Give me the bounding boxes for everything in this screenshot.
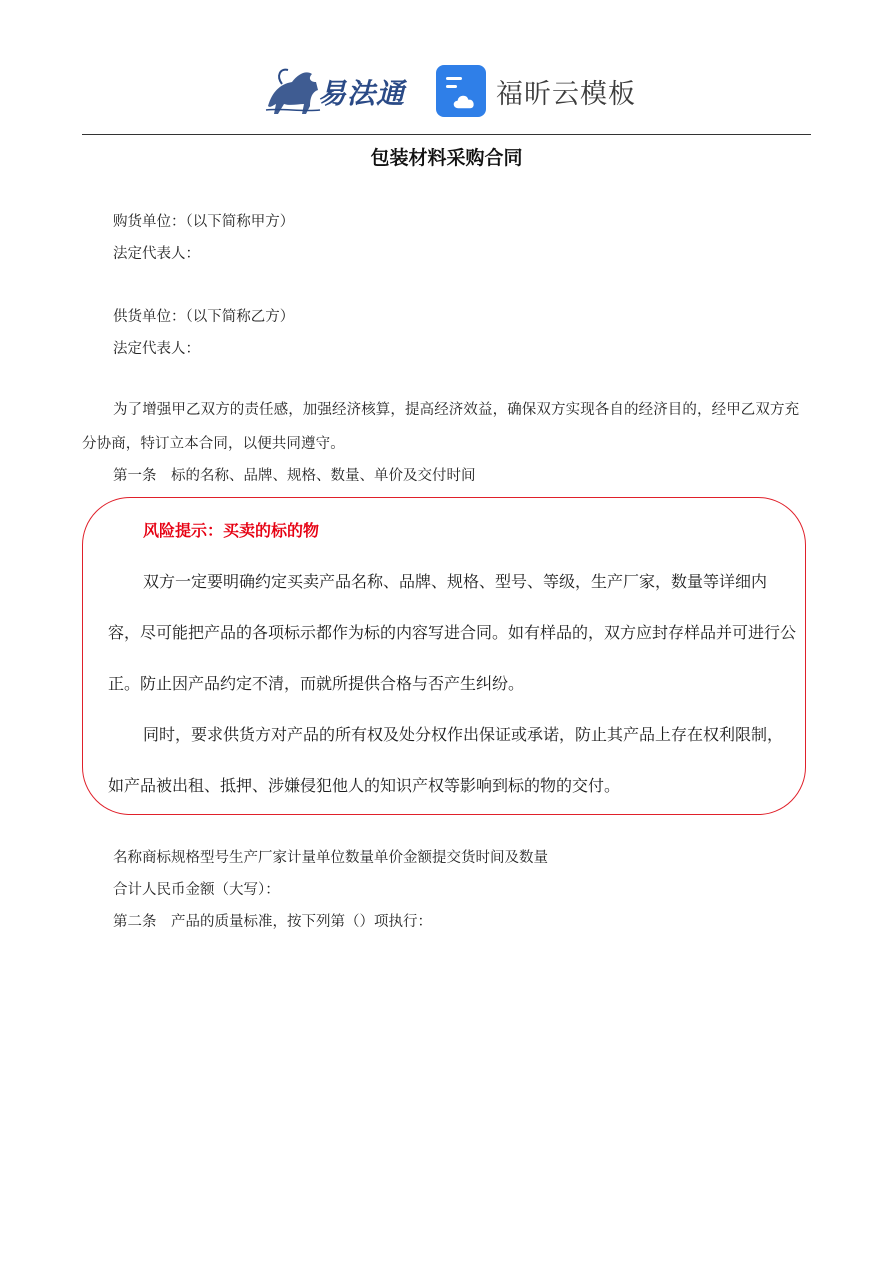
risk-notice-paragraph-1: 双方一定要明确约定买卖产品名称、品牌、规格、型号、等级，生产厂家，数量等详细内容，尽可能把产品的各项标示都作为标的内容写进合同。如有样品的，双方应封存样品并可进行公正。防止因产品约定不清，而就所提供合格与否产生纠纷。 — [108, 572, 797, 693]
cloud-document-icon — [436, 65, 486, 117]
goods-table-header-line: 名称商标规格型号生产厂家计量单位数量单价金额提交货时间及数量 — [113, 850, 548, 866]
page-header — [0, 60, 893, 124]
document-title: 包装材料采购合同 — [370, 147, 523, 169]
supplier-unit-line: 供货单位：（以下简称乙方） — [113, 309, 295, 325]
article-2-heading: 第二条 产品的质量标准，按下列第（）项执行： — [113, 914, 432, 930]
supplier-representative-line: 法定代表人： — [113, 341, 200, 357]
logo-fuxin-text: 福昕云模板 — [496, 79, 636, 110]
buyer-unit-line: 购货单位：（以下简称甲方） — [113, 214, 295, 230]
buyer-representative-line: 法定代表人： — [113, 246, 200, 262]
logo-yifatong-text: 易法通 — [318, 77, 406, 110]
risk-notice-title: 风险提示：买卖的标的物 — [143, 521, 320, 540]
total-amount-line: 合计人民币金额（大写）： — [113, 882, 280, 898]
risk-notice-paragraph-2: 同时，要求供货方对产品的所有权及处分权作出保证或承诺，防止其产品上存在权利限制，如产品被出租、抵押、涉嫌侵犯他人的知识产权等影响到标的物的交付。 — [108, 725, 784, 795]
preamble-paragraph: 为了增强甲乙双方的责任感，加强经济核算，提高经济效益，确保双方实现各自的经济目的，经甲乙双方充分协商，特订立本合同，以便共同遵守。 — [82, 402, 800, 452]
header-divider — [82, 134, 811, 135]
article-1-heading: 第一条 标的名称、品牌、规格、数量、单价及交付时间 — [113, 468, 476, 484]
